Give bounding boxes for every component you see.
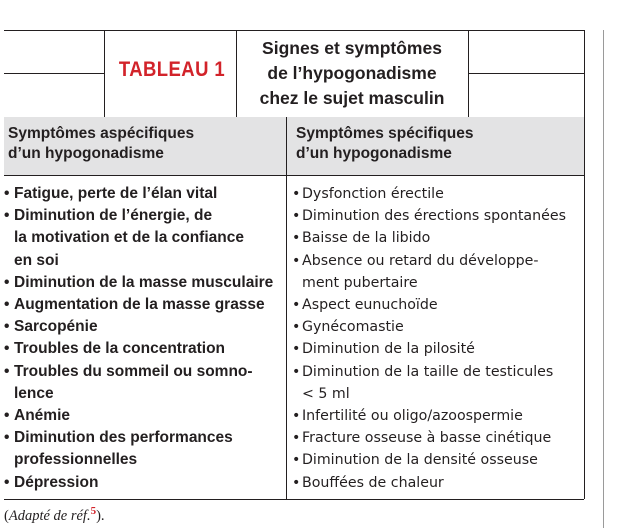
list-item: • Troubles de la concentration (4, 338, 286, 360)
title-divider-left (104, 30, 105, 117)
list-item: • Sarcopénie (4, 316, 286, 338)
list-item: • Aspect eunuchoïde (292, 294, 582, 316)
nonspecific-symptoms-list (4, 183, 286, 494)
table-title-line: de l’hypogonadisme (267, 63, 437, 83)
specific-symptoms-list (292, 183, 582, 494)
table-title-line: chez le sujet masculin (259, 88, 445, 108)
footnote-close: ). (96, 507, 105, 524)
header-bottom-border (4, 175, 584, 176)
list-item: • Infertilité ou oligo/azoospermie (292, 405, 582, 427)
table-bottom-border (4, 499, 584, 500)
list-item: • Anémie (4, 405, 286, 427)
list-item: • Fracture osseuse à basse cinétique (292, 427, 582, 449)
column-header-nonspecific (8, 124, 194, 164)
list-item: • Diminution de la taille de testicules < 5 ml (292, 361, 582, 405)
list-item: • Dysfonction érectile (292, 183, 582, 205)
table-right-border (584, 30, 585, 499)
list-item: • Baisse de la libido (292, 227, 582, 249)
title-divider-right (468, 30, 469, 117)
list-item: • Troubles du sommeil ou somno- lence (4, 361, 286, 405)
footnote-text: Adapté de réf. (8, 507, 91, 524)
column-header-line: Symptômes spécifiques (296, 125, 474, 142)
list-item: • Dépression (4, 472, 286, 494)
list-item: • Diminution de la masse musculaire (4, 272, 286, 294)
list-item: • Gynécomastie (292, 316, 582, 338)
list-item: • Bouffées de chaleur (292, 472, 582, 494)
reference-number[interactable]: 5 (90, 505, 97, 517)
column-header-specific (296, 124, 473, 164)
column-header-line: Symptômes aspécifiques (8, 125, 195, 142)
list-item: • Diminution de l’énergie, de la motivation et de la confiance en soi (4, 205, 286, 272)
table-title (236, 36, 468, 111)
list-item: • Diminution des érections spontanées (292, 205, 582, 227)
column-header-line: d’un hypogonadisme (8, 145, 164, 162)
list-item: • Absence ou retard du développe- ment pubertaire (292, 250, 582, 294)
source-footnote (4, 505, 105, 525)
page-right-rule (603, 30, 604, 528)
footnote-open-paren: ( (4, 507, 9, 524)
table-title-line: Signes et symptômes (262, 38, 442, 58)
list-item: • Diminution de la pilosité (292, 338, 582, 360)
title-middle-rule-left (4, 73, 104, 74)
table-label: TABLEAU 1 (118, 58, 226, 81)
column-divider (286, 117, 287, 499)
top-border (4, 30, 584, 31)
title-middle-rule-right (468, 73, 584, 74)
list-item: • Diminution de la densité osseuse (292, 449, 582, 471)
list-item: • Fatigue, perte de l’élan vital (4, 183, 286, 205)
list-item: • Augmentation de la masse grasse (4, 294, 286, 316)
column-header-line: d’un hypogonadisme (296, 145, 452, 162)
list-item: • Diminution des performances professionnelles (4, 427, 286, 471)
